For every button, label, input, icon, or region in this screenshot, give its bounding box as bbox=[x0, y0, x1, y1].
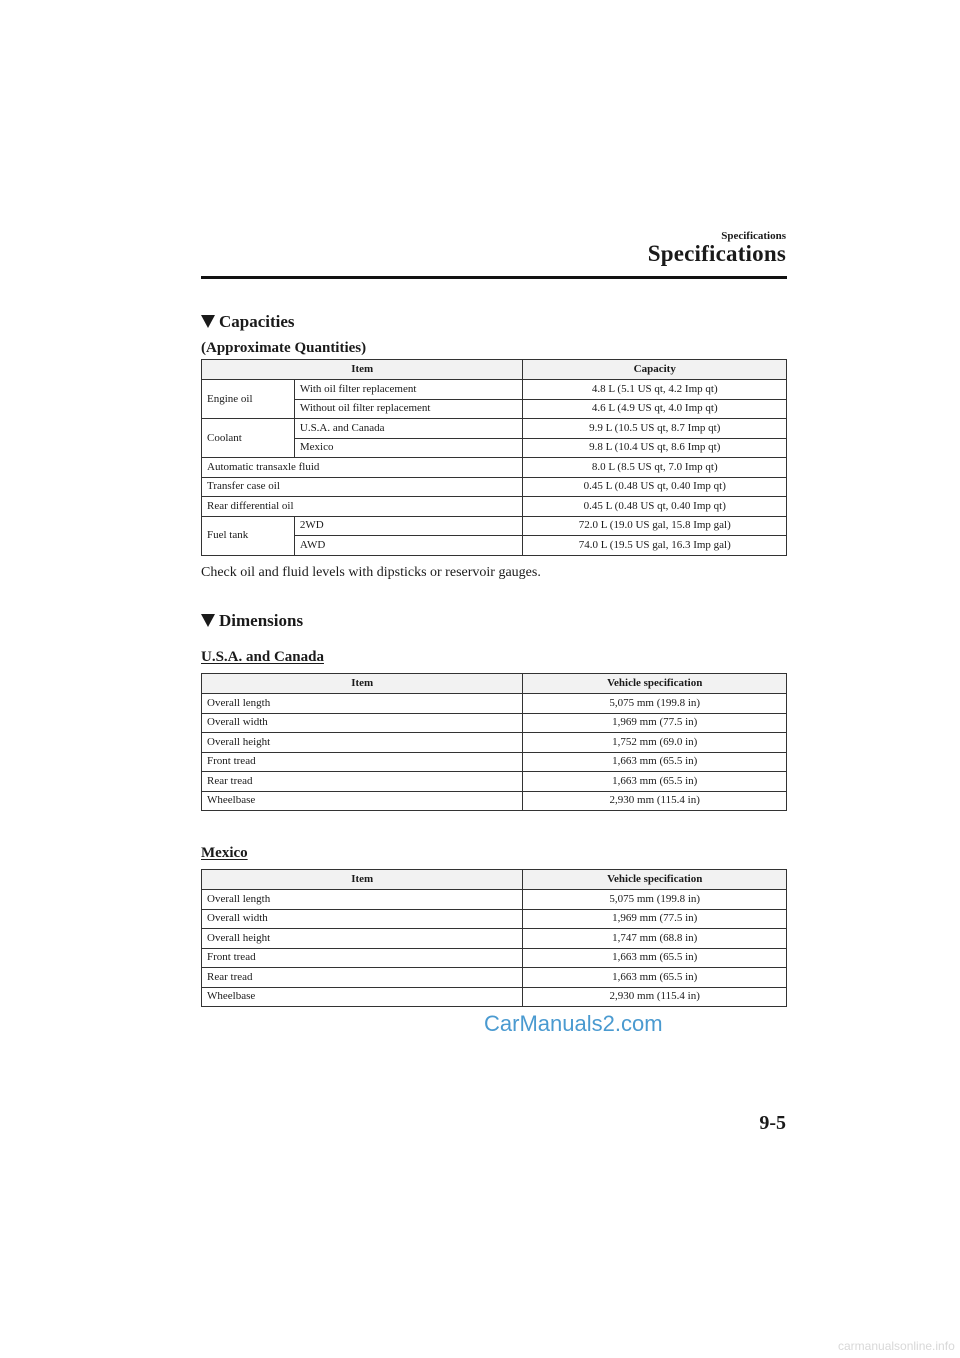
table-row bbox=[202, 772, 787, 792]
sub-item: AWD bbox=[294, 536, 523, 556]
col-header-item: Item bbox=[202, 674, 523, 694]
page-number: 9-5 bbox=[759, 1112, 786, 1134]
triangle-bullet-icon bbox=[201, 614, 215, 627]
sub-item: Mexico bbox=[294, 438, 523, 458]
spec-value: 2,930 mm (115.4 in) bbox=[523, 987, 787, 1007]
sub-item: 2WD bbox=[294, 516, 523, 536]
table-row bbox=[202, 791, 787, 811]
spec-value: 5,075 mm (199.8 in) bbox=[523, 694, 787, 714]
triangle-bullet-icon bbox=[201, 315, 215, 328]
running-header: Specifications bbox=[721, 230, 786, 242]
spec-value: 1,663 mm (65.5 in) bbox=[523, 968, 787, 988]
capacity-value: 72.0 L (19.0 US gal, 15.8 Imp gal) bbox=[523, 516, 787, 536]
table-row bbox=[202, 497, 787, 517]
table-row bbox=[202, 477, 787, 497]
spec-value: 5,075 mm (199.8 in) bbox=[523, 890, 787, 910]
capacities-table bbox=[201, 359, 787, 556]
capacity-value: 4.8 L (5.1 US qt, 4.2 Imp qt) bbox=[523, 380, 787, 400]
table-row bbox=[202, 929, 787, 949]
sub-item: U.S.A. and Canada bbox=[294, 419, 523, 439]
mexico-dimensions-table bbox=[201, 869, 787, 1007]
capacity-value: 0.45 L (0.48 US qt, 0.40 Imp qt) bbox=[523, 497, 787, 517]
table-row bbox=[202, 733, 787, 753]
spec-value: 1,747 mm (68.8 in) bbox=[523, 929, 787, 949]
capacity-value: 0.45 L (0.48 US qt, 0.40 Imp qt) bbox=[523, 477, 787, 497]
table-row bbox=[202, 968, 787, 988]
capacity-value: 74.0 L (19.5 US gal, 16.3 Imp gal) bbox=[523, 536, 787, 556]
table-row bbox=[202, 752, 787, 772]
table-row bbox=[202, 380, 787, 400]
capacity-value: 9.8 L (10.4 US qt, 8.6 Imp qt) bbox=[523, 438, 787, 458]
group-label: Coolant bbox=[202, 419, 295, 458]
dimensions-title: Dimensions bbox=[201, 611, 303, 631]
capacity-value: 4.6 L (4.9 US qt, 4.0 Imp qt) bbox=[523, 399, 787, 419]
capacities-title: Capacities bbox=[201, 312, 295, 332]
capacities-note: Check oil and fluid levels with dipsticks or reservoir gauges. bbox=[201, 565, 541, 580]
table-row bbox=[202, 987, 787, 1007]
col-header-spec: Vehicle specification bbox=[523, 674, 787, 694]
spec-value: 1,752 mm (69.0 in) bbox=[523, 733, 787, 753]
watermark-link[interactable]: CarManuals2.com bbox=[484, 1011, 663, 1036]
group-label: Engine oil bbox=[202, 380, 295, 419]
spec-value: 1,969 mm (77.5 in) bbox=[523, 909, 787, 929]
col-header-item: Item bbox=[202, 360, 523, 380]
table-row bbox=[202, 458, 787, 478]
item-label: Rear differential oil bbox=[202, 497, 523, 517]
capacity-value: 8.0 L (8.5 US qt, 7.0 Imp qt) bbox=[523, 458, 787, 478]
chapter-title: Specifications bbox=[647, 241, 786, 266]
spec-value: 1,663 mm (65.5 in) bbox=[523, 948, 787, 968]
item-label: Wheelbase bbox=[202, 987, 523, 1007]
table-row bbox=[202, 516, 787, 536]
spec-value: 2,930 mm (115.4 in) bbox=[523, 791, 787, 811]
header-rule bbox=[201, 276, 787, 279]
col-header-capacity: Capacity bbox=[523, 360, 787, 380]
table-row bbox=[202, 909, 787, 929]
spec-value: 1,663 mm (65.5 in) bbox=[523, 772, 787, 792]
col-header-item: Item bbox=[202, 870, 523, 890]
item-label: Wheelbase bbox=[202, 791, 523, 811]
table-row bbox=[202, 419, 787, 439]
sub-item: With oil filter replacement bbox=[294, 380, 523, 400]
item-label: Overall height bbox=[202, 929, 523, 949]
item-label: Rear tread bbox=[202, 772, 523, 792]
item-label: Front tread bbox=[202, 752, 523, 772]
item-label: Front tread bbox=[202, 948, 523, 968]
table-row bbox=[202, 713, 787, 733]
table-row bbox=[202, 890, 787, 910]
usa-heading: U.S.A. and Canada bbox=[201, 649, 324, 665]
item-label: Overall width bbox=[202, 713, 523, 733]
table-row bbox=[202, 694, 787, 714]
item-label: Overall width bbox=[202, 909, 523, 929]
footer-watermark: carmanualsonline.info bbox=[838, 1339, 955, 1353]
group-label: Fuel tank bbox=[202, 516, 295, 555]
item-label: Overall height bbox=[202, 733, 523, 753]
capacity-value: 9.9 L (10.5 US qt, 8.7 Imp qt) bbox=[523, 419, 787, 439]
item-label: Rear tread bbox=[202, 968, 523, 988]
item-label: Transfer case oil bbox=[202, 477, 523, 497]
item-label: Overall length bbox=[202, 890, 523, 910]
spec-value: 1,663 mm (65.5 in) bbox=[523, 752, 787, 772]
item-label: Overall length bbox=[202, 694, 523, 714]
item-label: Automatic transaxle fluid bbox=[202, 458, 523, 478]
table-row bbox=[202, 948, 787, 968]
col-header-spec: Vehicle specification bbox=[523, 870, 787, 890]
capacities-subtitle: (Approximate Quantities) bbox=[201, 340, 367, 356]
mexico-heading: Mexico bbox=[201, 845, 248, 861]
spec-value: 1,969 mm (77.5 in) bbox=[523, 713, 787, 733]
sub-item: Without oil filter replacement bbox=[294, 399, 523, 419]
usa-dimensions-table bbox=[201, 673, 787, 811]
